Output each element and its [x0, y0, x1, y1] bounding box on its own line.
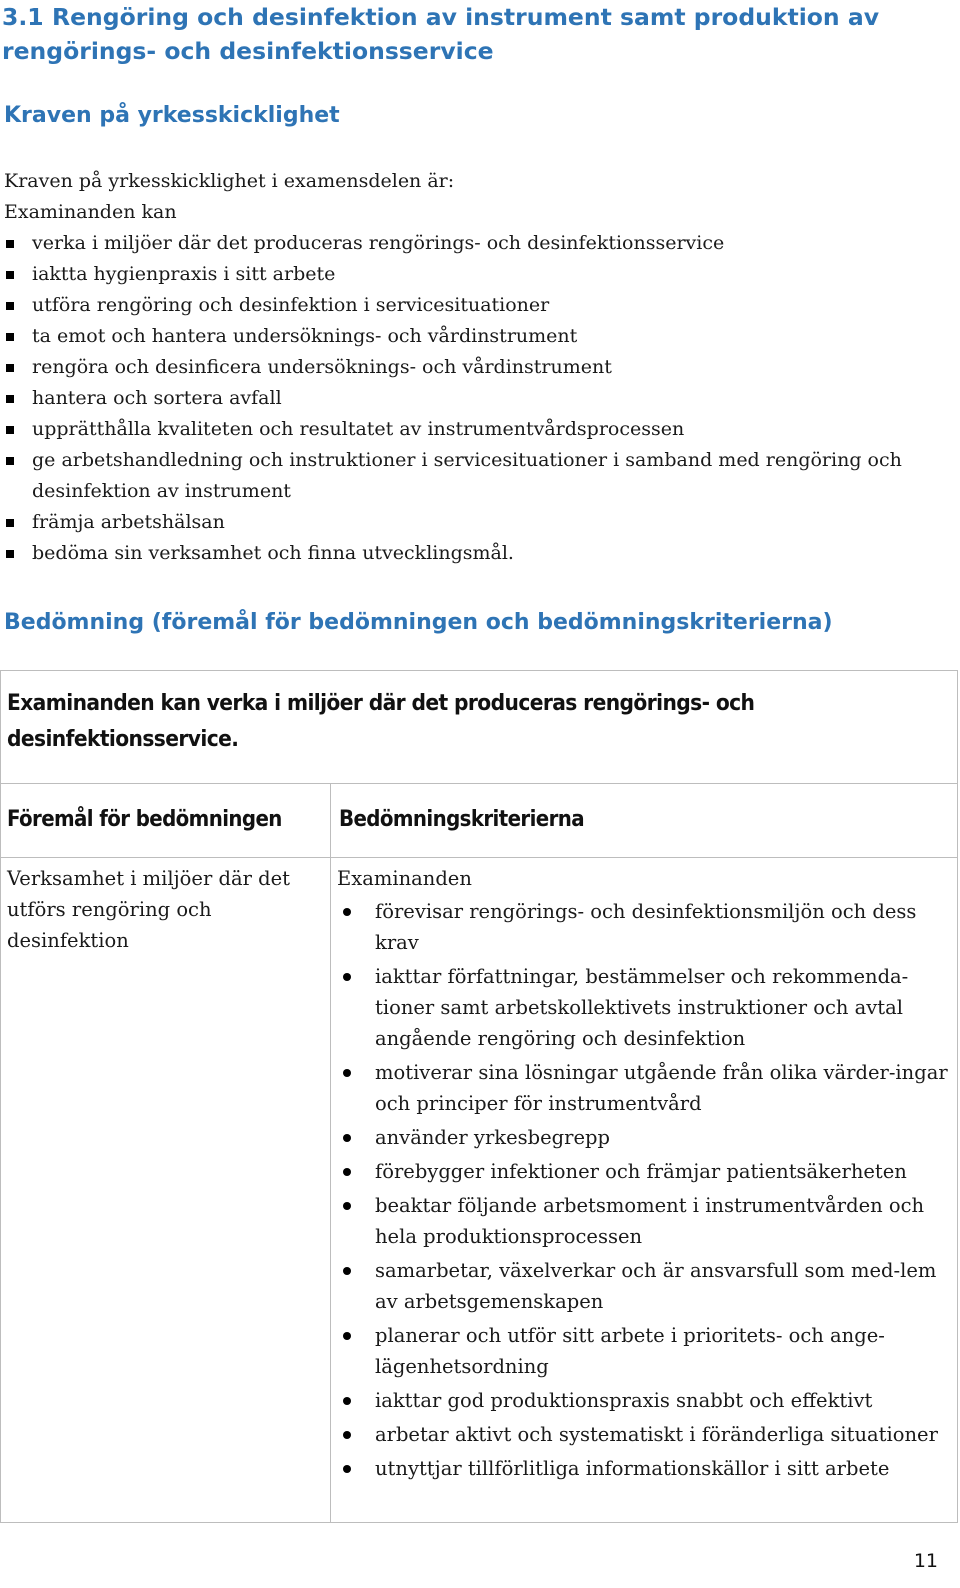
criterion-item: [337, 1122, 949, 1153]
requirement-text: utföra rengöring och desinfektion i servicesituationer: [32, 294, 550, 316]
square-bullet-icon: [6, 395, 14, 403]
requirement-item: [4, 414, 944, 445]
assessment-heading: Bedömning (föremål för bedömningen och bedömningskriterierna): [4, 610, 833, 635]
requirement-item: [4, 538, 944, 569]
page-number: 11: [913, 1550, 938, 1572]
criterion-item: [337, 1057, 949, 1119]
round-bullet-icon: [343, 1465, 351, 1473]
round-bullet-icon: [343, 1332, 351, 1340]
round-bullet-icon: [343, 1069, 351, 1077]
criterion-text: förevisar rengörings- och desinfektionsmiljön och dess krav: [375, 900, 917, 954]
square-bullet-icon: [6, 550, 14, 558]
requirement-item: [4, 507, 944, 538]
square-bullet-icon: [6, 333, 14, 341]
requirement-text: ta emot och hantera undersöknings- och vårdinstrument: [32, 325, 578, 347]
section-title-text: Rengöring och desinfektion av instrument samt produktion av rengörings- och desinfektionsservice: [2, 3, 880, 65]
requirement-text: ge arbetshandledning och instruktioner i servicesituationer i samband med rengöring och desinfektion av instrument: [32, 449, 902, 502]
assessment-criteria-cell: [337, 863, 949, 1487]
criteria-lead: Examinanden: [337, 867, 472, 890]
square-bullet-icon: [6, 364, 14, 372]
requirement-item: [4, 445, 944, 507]
square-bullet-icon: [6, 426, 14, 434]
criterion-text: förebygger infektioner och främjar patientsäkerheten: [375, 1160, 907, 1183]
round-bullet-icon: [343, 1267, 351, 1275]
criterion-text: motiverar sina lösningar utgående från olika värder-ingar och principer för instrumentvård: [375, 1061, 948, 1115]
round-bullet-icon: [343, 1397, 351, 1405]
round-bullet-icon: [343, 1202, 351, 1210]
assessment-table: [0, 670, 958, 1523]
requirements-heading: Kraven på yrkesskicklighet: [4, 103, 340, 128]
criterion-text: planerar och utför sitt arbete i prioritets- och ange-lägenhetsordning: [375, 1324, 885, 1378]
criterion-text: arbetar aktivt och systematiskt i föränderliga situationer: [375, 1423, 938, 1446]
requirements-body: [4, 166, 944, 569]
table-title: Examinanden kan verka i miljöer där det produceras rengörings- och desinfektionsservice.: [7, 690, 755, 752]
round-bullet-icon: [343, 973, 351, 981]
criterion-text: använder yrkesbegrepp: [375, 1126, 610, 1149]
requirement-text: upprätthålla kvaliteten och resultatet av instrumentvårdsprocessen: [32, 418, 685, 440]
criterion-item: [337, 1453, 949, 1484]
criteria-list: [337, 896, 949, 1484]
requirement-text: iaktta hygienpraxis i sitt arbete: [32, 263, 336, 285]
requirement-text: främja arbetshälsan: [32, 511, 225, 533]
requirement-item: [4, 321, 944, 352]
criterion-item: [337, 1156, 949, 1187]
round-bullet-icon: [343, 1431, 351, 1439]
criterion-item: [337, 1190, 949, 1252]
square-bullet-icon: [6, 519, 14, 527]
criterion-item: [337, 1320, 949, 1382]
requirement-text: rengöra och desinficera undersöknings- och vårdinstrument: [32, 356, 612, 378]
square-bullet-icon: [6, 457, 14, 465]
requirement-item: [4, 352, 944, 383]
table-header-row: [1, 783, 957, 858]
round-bullet-icon: [343, 1134, 351, 1142]
requirement-text: hantera och sortera avfall: [32, 387, 282, 409]
criterion-text: samarbetar, växelverkar och är ansvarsfull som med-lem av arbetsgemenskapen: [375, 1259, 937, 1313]
requirement-text: bedöma sin verksamhet och finna utvecklingsmål.: [32, 542, 514, 564]
requirements-list: [4, 228, 944, 569]
criterion-item: [337, 1419, 949, 1450]
criterion-text: iakttar god produktionspraxis snabbt och effektivt: [375, 1389, 873, 1412]
requirement-text: verka i miljöer där det produceras rengörings- och desinfektionsservice: [32, 232, 725, 254]
criterion-item: [337, 1255, 949, 1317]
criterion-item: [337, 896, 949, 958]
criterion-text: utnyttjar tillförlitliga informationskällor i sitt arbete: [375, 1457, 890, 1480]
square-bullet-icon: [6, 302, 14, 310]
requirement-item: [4, 228, 944, 259]
column-header-object: Föremål för bedömningen: [7, 807, 282, 832]
criterion-text: beaktar följande arbetsmoment i instrumentvården och hela produktionsprocessen: [375, 1194, 925, 1248]
square-bullet-icon: [6, 240, 14, 248]
requirements-intro-line-2: Examinanden kan: [4, 201, 177, 223]
criterion-text: iakttar författningar, bestämmelser och rekommenda-tioner samt arbetskollektivets instruktioner och avtal angående rengöring och desinfektion: [375, 965, 909, 1050]
column-divider: [330, 783, 331, 1522]
section-title: [2, 0, 942, 68]
requirements-intro-line-1: Kraven på yrkesskicklighet i examensdelen är:: [4, 170, 455, 192]
assessment-object-cell: Verksamhet i miljöer där det utförs rengöring och desinfektion: [7, 867, 290, 952]
column-header-criteria: Bedömningskriterierna: [339, 807, 584, 832]
requirement-item: [4, 290, 944, 321]
round-bullet-icon: [343, 1168, 351, 1176]
section-number: 3.1: [2, 3, 44, 31]
round-bullet-icon: [343, 908, 351, 916]
requirement-item: [4, 259, 944, 290]
criterion-item: [337, 1385, 949, 1416]
square-bullet-icon: [6, 271, 14, 279]
requirement-item: [4, 383, 944, 414]
table-title-row: [1, 671, 957, 784]
criterion-item: [337, 961, 949, 1054]
